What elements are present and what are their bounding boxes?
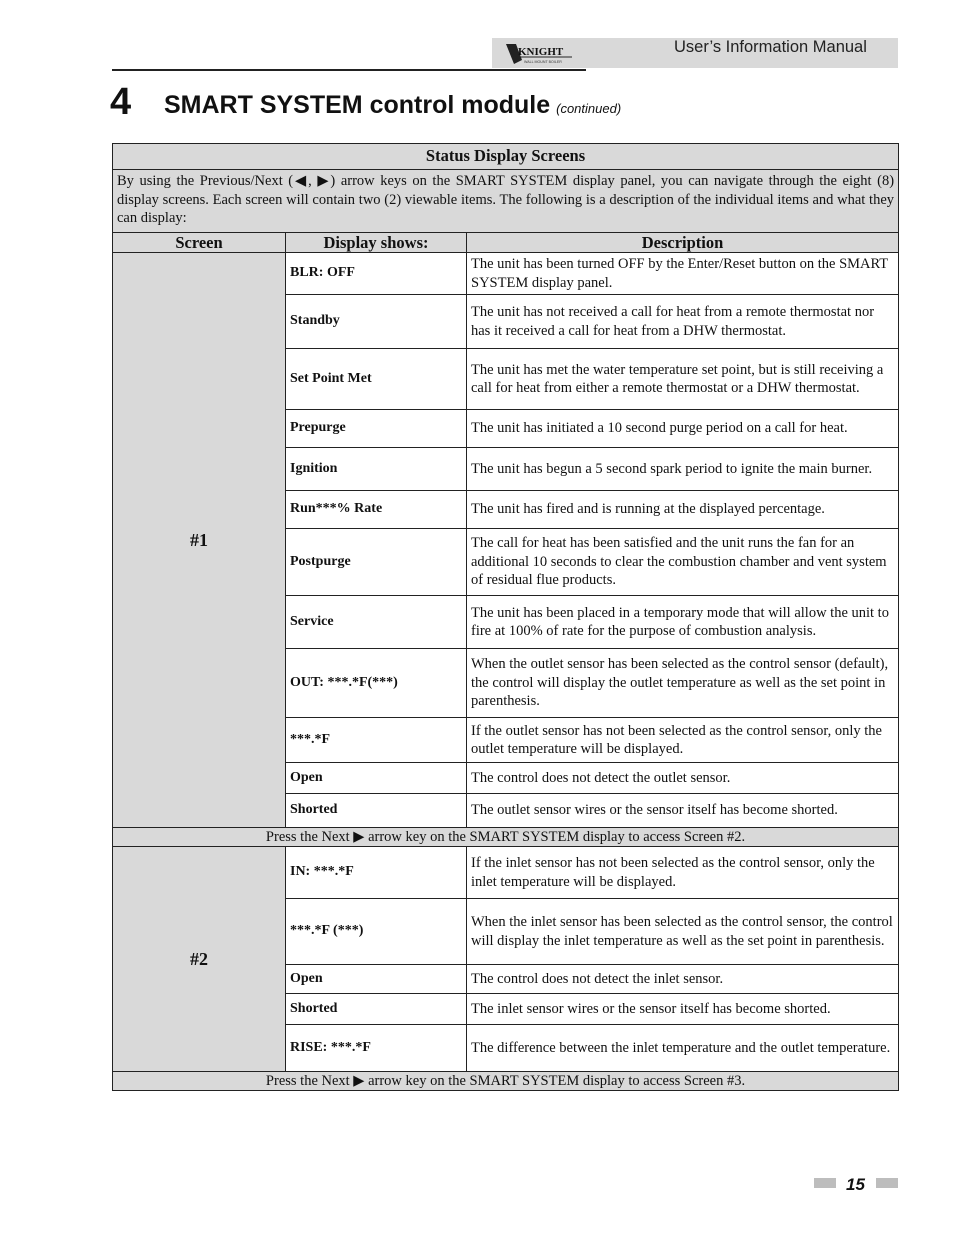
display-value: RISE: ***.*F <box>286 1025 467 1072</box>
description: The unit has initiated a 10 second purge period on a call for heat. <box>467 410 899 448</box>
description: The call for heat has been satisfied and the unit runs the fan for an additional 10 seconds to clear the combustion chamber and vent system of residual flue products. <box>467 529 899 596</box>
svg-text:KNIGHT: KNIGHT <box>518 46 564 58</box>
description: The outlet sensor wires or the sensor itself has become shorted. <box>467 794 899 828</box>
table-row <box>113 847 899 899</box>
display-value: BLR: OFF <box>286 253 467 295</box>
display-value: Open <box>286 763 467 794</box>
description: The unit has begun a 5 second spark period to ignite the main burner. <box>467 448 899 491</box>
column-header-screen: Screen <box>113 233 286 253</box>
screen-1-nav-text: Press the Next ▶ arrow key on the SMART SYSTEM display to access Screen #2. <box>113 828 899 847</box>
description: The control does not detect the outlet sensor. <box>467 763 899 794</box>
description: When the inlet sensor has been selected as the control sensor, the control will display the inlet temperature as well as the set point in parenthesis. <box>467 899 899 965</box>
display-value: Ignition <box>286 448 467 491</box>
description: When the outlet sensor has been selected as the control sensor (default), the control will display the outlet temperature as well as the set point in parenthesis. <box>467 649 899 718</box>
svg-text:WALL MOUNT BOILER: WALL MOUNT BOILER <box>524 60 562 64</box>
screen-label-2: #2 <box>113 847 286 1072</box>
display-value: Service <box>286 596 467 649</box>
display-value: Prepurge <box>286 410 467 448</box>
page-number-bar-right <box>876 1178 898 1188</box>
screen-nav-row <box>113 1072 899 1091</box>
display-value: Postpurge <box>286 529 467 596</box>
description: The unit has not received a call for heat from a remote thermostat nor has it received a call for heat from a DHW thermostat. <box>467 295 899 349</box>
chapter-title <box>164 90 621 124</box>
display-value: Run***% Rate <box>286 491 467 529</box>
display-value: Open <box>286 965 467 994</box>
description: The unit has met the water temperature set point, but is still receiving a call for heat from either a remote thermostat or a DHW thermostat. <box>467 349 899 410</box>
chapter-title-text: SMART SYSTEM control module <box>164 91 551 119</box>
description: The inlet sensor wires or the sensor itself has become shorted. <box>467 994 899 1025</box>
description: The unit has fired and is running at the displayed percentage. <box>467 491 899 529</box>
description: The control does not detect the inlet sensor. <box>467 965 899 994</box>
screen-nav-row <box>113 828 899 847</box>
screen-2-nav-text: Press the Next ▶ arrow key on the SMART SYSTEM display to access Screen #3. <box>113 1072 899 1091</box>
description: The unit has been turned OFF by the Enter/Reset button on the SMART SYSTEM display panel. <box>467 253 899 295</box>
page-number-bar-left <box>814 1178 836 1188</box>
display-value: Standby <box>286 295 467 349</box>
display-value: ***.*F (***) <box>286 899 467 965</box>
display-value: OUT: ***.*F(***) <box>286 649 467 718</box>
header-rule <box>112 69 586 71</box>
chapter-continued: (continued) <box>556 101 622 116</box>
chapter-number: 4 <box>110 81 132 123</box>
description: If the outlet sensor has not been selected as the control sensor, only the outlet temperature will be displayed. <box>467 718 899 763</box>
table-row <box>113 253 899 295</box>
description: If the inlet sensor has not been selected as the control sensor, only the inlet temperature will be displayed. <box>467 847 899 899</box>
display-value: Shorted <box>286 794 467 828</box>
table-title: Status Display Screens <box>113 144 899 170</box>
display-value: IN: ***.*F <box>286 847 467 899</box>
page-number: 15 <box>846 1175 865 1194</box>
display-value: Shorted <box>286 994 467 1025</box>
knight-logo <box>504 40 576 66</box>
column-header-description: Description <box>467 233 899 253</box>
status-display-table <box>112 143 899 1091</box>
column-header-display: Display shows: <box>286 233 467 253</box>
description: The difference between the inlet temperature and the outlet temperature. <box>467 1025 899 1072</box>
screen-label-1: #1 <box>113 253 286 828</box>
description: The unit has been placed in a temporary mode that will allow the unit to fire at 100% of rate for the purpose of combustion analysis. <box>467 596 899 649</box>
table-intro: By using the Previous/Next (◀, ▶) arrow keys on the SMART SYSTEM display panel, you can navigate through the eight (8) display screens. Each screen will contain two (2) viewable items. The following is a description of the individual items and what they can display: <box>113 170 899 233</box>
display-value: ***.*F <box>286 718 467 763</box>
manual-title: User’s Information Manual <box>674 38 867 56</box>
display-value: Set Point Met <box>286 349 467 410</box>
